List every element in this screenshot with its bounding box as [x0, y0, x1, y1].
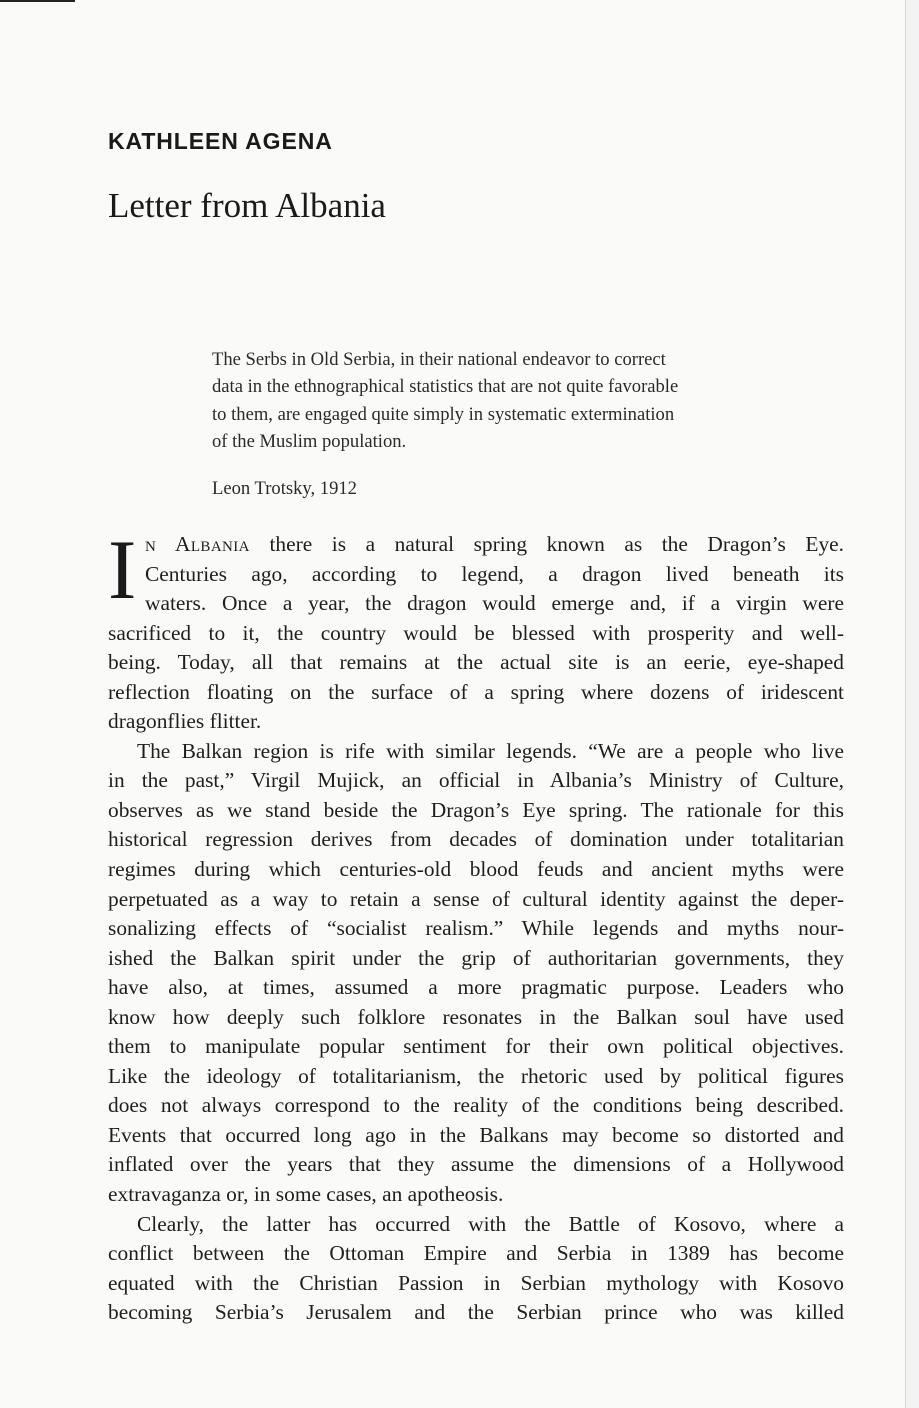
- epigraph-line: of the Muslim population.: [212, 431, 407, 453]
- paragraph-line: historical regression derives from decades of domination under totalitarian: [108, 827, 844, 852]
- article-title: Letter from Albania: [108, 186, 386, 225]
- paragraph-line: equated with the Christian Passion in Serbian mythology with Kosovo: [108, 1270, 844, 1295]
- paragraph-line: being. Today, all that remains at the actual site is an eerie, eye-shaped: [108, 650, 844, 675]
- paragraph-line: inflated over the years that they assume the dimensions of a Hollywood: [108, 1152, 844, 1177]
- paragraph-line: Like the ideology of totalitarianism, the rhetoric used by political figures: [108, 1063, 844, 1088]
- opening-line-text: there is a natural spring known as the Dragon’s Eye.: [249, 532, 844, 556]
- epigraph-attribution: Leon Trotsky, 1912: [212, 477, 357, 499]
- paragraph-line: observes as we stand beside the Dragon’s Eye spring. The rationale for this: [108, 797, 844, 822]
- paragraph-line: have also, at times, assumed a more pragmatic purpose. Leaders who: [108, 975, 844, 1000]
- paragraph-line: know how deeply such folklore resonates in the Balkan soul have used: [108, 1004, 844, 1029]
- paragraph-line: sonalizing effects of “socialist realism.” While legends and myths nour-: [108, 916, 844, 941]
- paragraph-line: ished the Balkan spirit under the grip of authoritarian governments, they: [108, 945, 844, 970]
- paragraph-line: waters. Once a year, the dragon would emerge and, if a virgin were: [145, 591, 844, 616]
- paragraph-line: becoming Serbia’s Jerusalem and the Serbian prince who was killed: [108, 1300, 844, 1325]
- epigraph-line: data in the ethnographical statistics that are not quite favorable: [212, 376, 679, 398]
- paragraph-3: [108, 1210, 844, 1328]
- paragraph-line: Events that occurred long ago in the Balkans may become so distorted and: [108, 1122, 844, 1147]
- drop-cap: I: [108, 523, 137, 617]
- epigraph-quote: [212, 346, 792, 456]
- epigraph-line: The Serbs in Old Serbia, in their national endeavor to correct: [212, 349, 666, 370]
- paragraph-line: conflict between the Ottoman Empire and Serbia in 1389 has become: [108, 1241, 844, 1266]
- paragraph-line: reflection floating on the surface of a spring where dozens of iridescent: [108, 679, 844, 704]
- paragraph-line: perpetuated as a way to retain a sense of cultural identity against the deper-: [108, 886, 844, 911]
- top-edge-rule: [0, 0, 75, 2]
- paragraph-line: dragonflies flitter.: [108, 709, 262, 734]
- paragraph-2: [108, 737, 844, 1210]
- paragraph-line: The Balkan region is rife with similar legends. “We are a people who live: [137, 738, 844, 763]
- paragraph-line: [108, 530, 844, 560]
- paragraph-line: extravaganza or, in some cases, an apotheosis.: [108, 1182, 504, 1207]
- epigraph: [212, 346, 792, 502]
- paragraph-line: does not always correspond to the reality of the conditions being described.: [108, 1093, 844, 1118]
- paragraph-line: regimes during which centuries-old blood feuds and ancient myths were: [108, 857, 844, 882]
- paragraph-line: them to manipulate popular sentiment for their own political objectives.: [108, 1034, 844, 1059]
- paragraph-line: Centuries ago, according to legend, a dragon lived beneath its: [145, 561, 844, 586]
- paragraph-1: [108, 523, 844, 737]
- paragraph-line: sacrificed to it, the country would be blessed with prosperity and well-: [108, 620, 844, 645]
- paragraph-line: Clearly, the latter has occurred with the Battle of Kosovo, where a: [137, 1211, 844, 1236]
- article-body: [108, 523, 844, 1328]
- paragraph-line: in the past,” Virgil Mujick, an official in Albania’s Ministry of Culture,: [108, 768, 844, 793]
- epigraph-line: to them, are engaged quite simply in systematic extermination: [212, 403, 675, 425]
- author-name: KATHLEEN AGENA: [108, 128, 333, 154]
- opening-small-caps: n Albania: [145, 532, 250, 556]
